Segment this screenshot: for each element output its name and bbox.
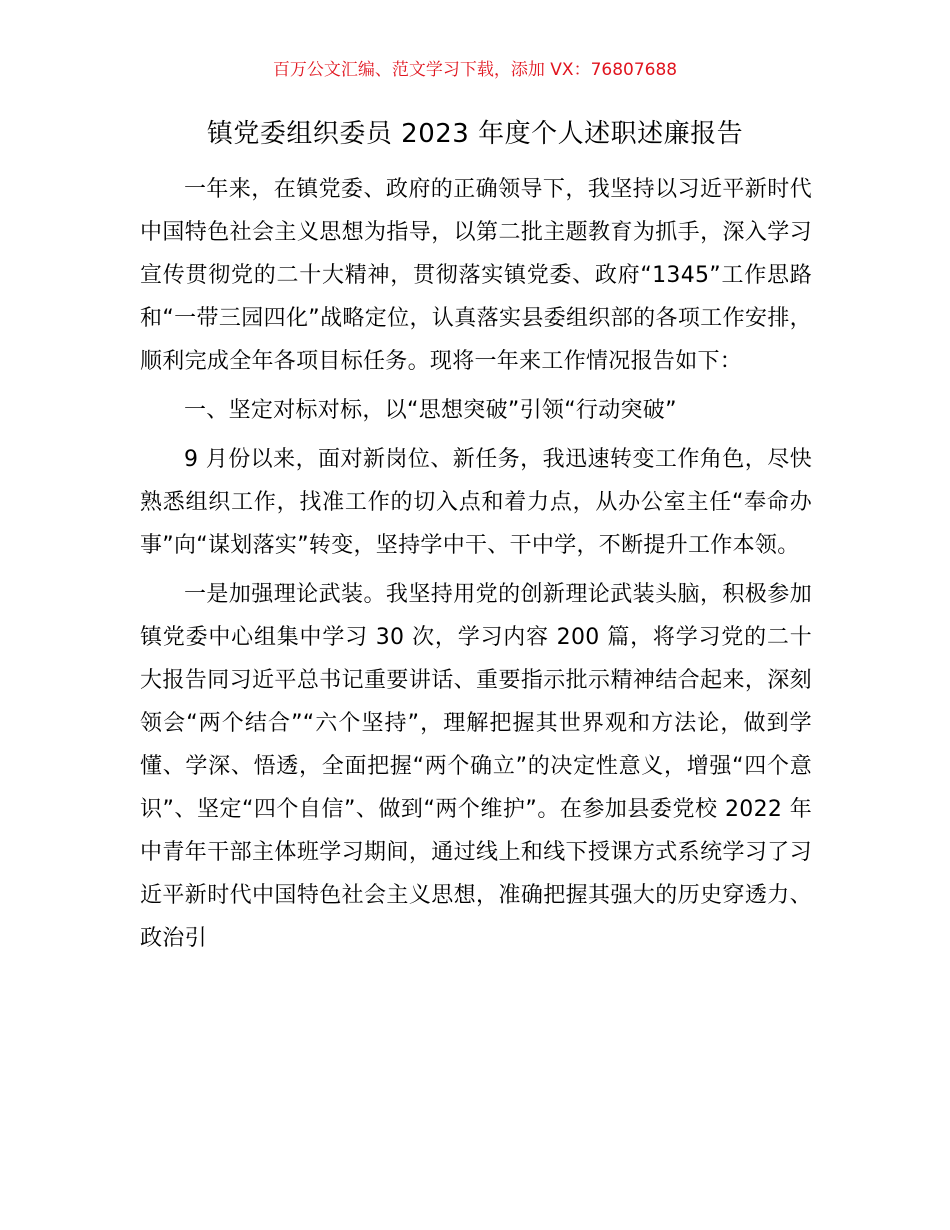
document-body [140, 168, 812, 960]
watermark-header: 百万公文汇编、范文学习下载，添加 VX：76807688 [272, 60, 678, 80]
paragraph-intro: 一年来，在镇党委、政府的正确领导下，我坚持以习近平新时代中国特色社会主义思想为指导，以第二批主题教育为抓手，深入学习宣传贯彻党的二十大精神，贯彻落实镇党委、政府“1345”工作思路和“一带三园四化”战略定位，认真落实县委组织部的各项工作安排，顺利完成全年各项目标任务。现将一年来工作情况报告如下： [140, 177, 812, 374]
paragraph-theory-study: 一是加强理论武装。我坚持用党的创新理论武装头脑，积极参加镇党委中心组集中学习 30 次，学习内容 200 篇，将学习党的二十大报告同习近平总书记重要讲话、重要指示批示精神结合起来，深刻领会“两个结合”“六个坚持”，理解把握其世界观和方法论，做到学懂、学深、悟透，全面把握“两个确立”的决定性意义，增强“四个意识”、坚定“四个自信”、做到“两个维护”。在参加县委党校 2022 年中青年干部主体班学习期间，通过线上和线下授课方式系统学习了习近平新时代中国特色社会主义思想，准确把握其强大的历史穿透力、政治引 [140, 582, 812, 951]
document-title: 镇党委组织委员 2023 年度个人述职述廉报告 [206, 119, 744, 149]
paragraph-section-1: 9 月份以来，面对新岗位、新任务，我迅速转变工作角色，尽快熟悉组织工作，找准工作的切入点和着力点，从办公室主任“奉命办事”向“谋划落实”转变，坚持学中干、干中学，不断提升工作本领。 [140, 447, 812, 558]
section-heading-1: 一、坚定对标对标，以“思想突破”引领“行动突破” [184, 398, 677, 423]
